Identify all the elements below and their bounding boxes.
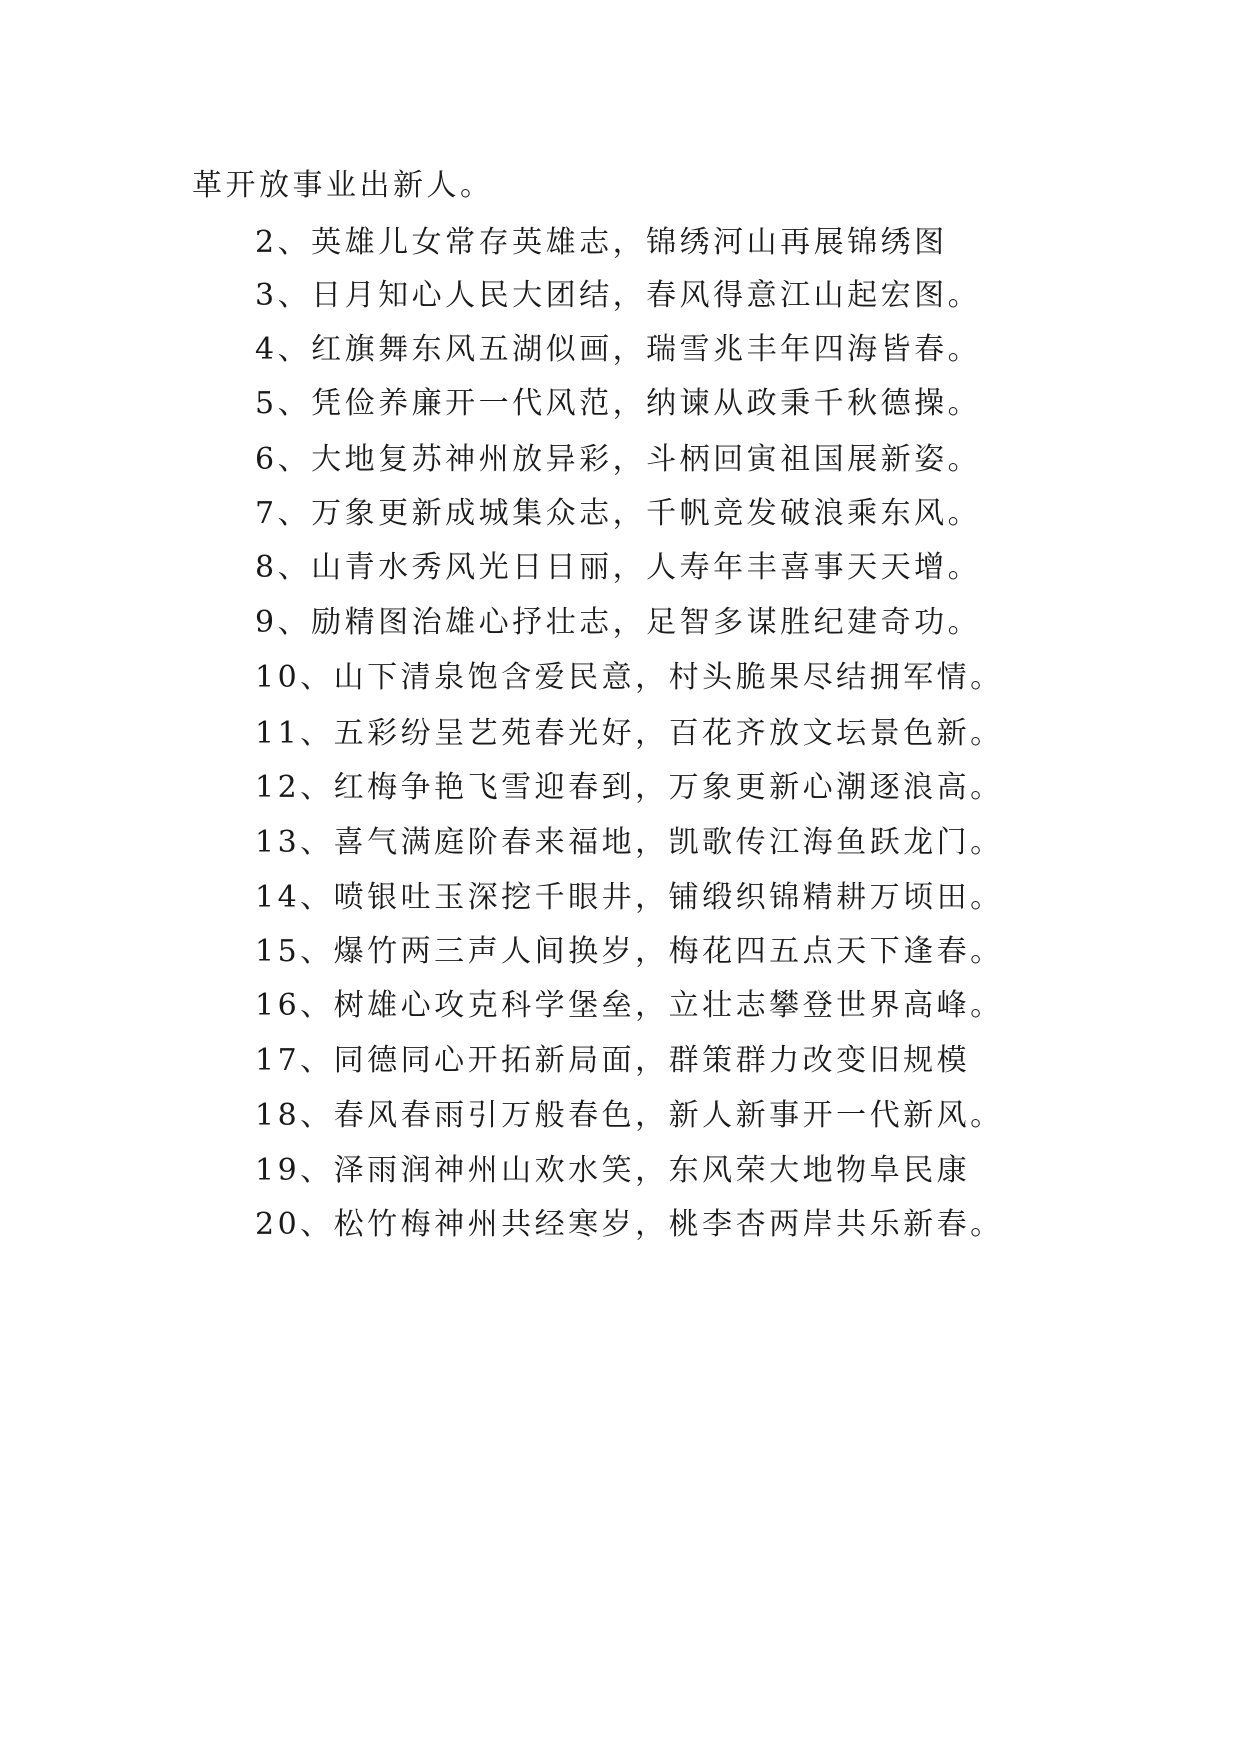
continuation-line: 革开放事业出新人。 [192,168,494,203]
couplet-item: 7、万象更新成城集众志，千帆竞发破浪乘东风。 [255,496,982,531]
couplet-item: 5、凭俭养廉开一代风范，纳谏从政秉千秋德操。 [255,386,982,421]
couplet-item: 16、树雄心攻克科学堡垒，立壮志攀登世界高峰。 [255,988,1004,1023]
couplet-item: 18、春风春雨引万般春色，新人新事开一代新风。 [255,1098,1004,1133]
couplet-item: 9、励精图治雄心抒壮志，足智多谋胜纪建奇功。 [255,605,982,640]
couplet-item: 20、松竹梅神州共经寒岁，桃李杏两岸共乐新春。 [255,1207,1004,1242]
couplet-item: 3、日月知心人民大团结，春风得意江山起宏图。 [255,278,982,313]
couplet-item: 13、喜气满庭阶春来福地，凯歌传江海鱼跃龙门。 [255,825,1004,860]
couplet-item: 17、同德同心开拓新局面，群策群力改变旧规模 [255,1043,971,1078]
couplet-item: 15、爆竹两三声人间换岁，梅花四五点天下逢春。 [255,934,1004,969]
couplet-item: 14、喷银吐玉深挖千眼井，铺缎织锦精耕万顷田。 [255,880,1004,915]
couplet-item: 19、泽雨润神州山欢水笑，东风荣大地物阜民康 [255,1153,971,1188]
couplet-item: 8、山青水秀风光日日丽，人寿年丰喜事天天增。 [255,550,982,585]
couplet-item: 4、红旗舞东风五湖似画，瑞雪兆丰年四海皆春。 [255,332,982,367]
couplet-item: 6、大地复苏神州放异彩，斗柄回寅祖国展新姿。 [255,442,982,477]
couplet-item: 11、五彩纷呈艺苑春光好，百花齐放文坛景色新。 [255,716,1004,751]
couplet-item: 12、红梅争艳飞雪迎春到，万象更新心潮逐浪高。 [255,770,1004,805]
couplet-item: 2、英雄儿女常存英雄志，锦绣河山再展锦绣图 [255,225,948,260]
couplet-item: 10、山下清泉饱含爱民意，村头脆果尽结拥军情。 [255,660,1004,695]
